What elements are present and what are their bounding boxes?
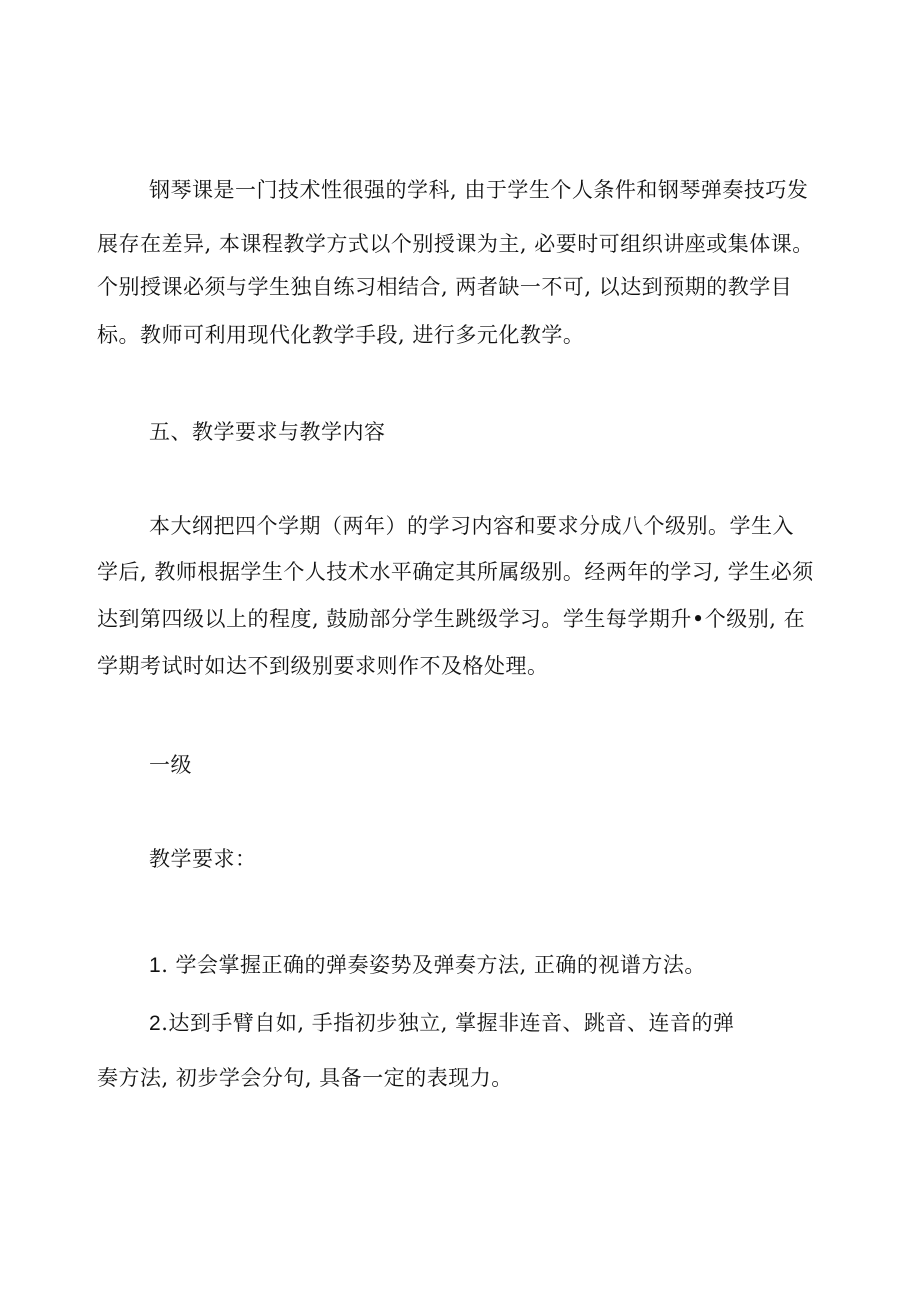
list-item-text: .达到手臂自如, 手指初步独立, 掌握非连音、跳音、连音的弹 [161,1011,735,1035]
paragraph2-line1: 本大纲把四个学期（两年）的学习内容和要求分成八个级别。学生入 [149,514,794,538]
paragraph2-line4: 学期考试时如达不到级别要求则作不及格处理。 [97,654,549,678]
paragraph2-line2: 学后, 教师根据学生个人技术水平确定其所属级别。经两年的学习, 学生必须 [97,560,814,584]
paragraph2-line3: 达到第四级以上的程度, 鼓励部分学生跳级学习。学生每学期升•个级别, 在 [97,607,806,631]
list-item-continuation: 奏方法, 初步学会分句, 具备一定的表现力。 [97,1066,513,1090]
level-heading: 一级 [149,753,192,777]
list-item-number: 1 [149,954,162,977]
list-item-text: . 学会掌握正确的弹奏姿势及弹奏方法, 正确的视谱方法。 [161,953,706,977]
list-item [149,950,706,981]
paragraph1-line1: 钢琴课是一门技术性很强的学科, 由于学生个人条件和钢琴弹奏技巧发 [149,178,809,202]
list-item-number: 2 [149,1012,162,1035]
paragraph1-line3: 个别授课必须与学生独自练习相结合, 两者缺一不可, 以达到预期的教学目 [97,275,793,299]
requirements-label: 教学要求： [149,847,257,871]
list-item [149,1008,735,1039]
paragraph1-line2: 展存在差异, 本课程教学方式以个别授课为主, 必要时可组织讲座或集体课。 [97,232,814,256]
section-heading: 五、教学要求与教学内容 [149,420,386,444]
paragraph1-line4: 标。教师可利用现代化教学手段, 进行多元化教学。 [97,323,585,347]
